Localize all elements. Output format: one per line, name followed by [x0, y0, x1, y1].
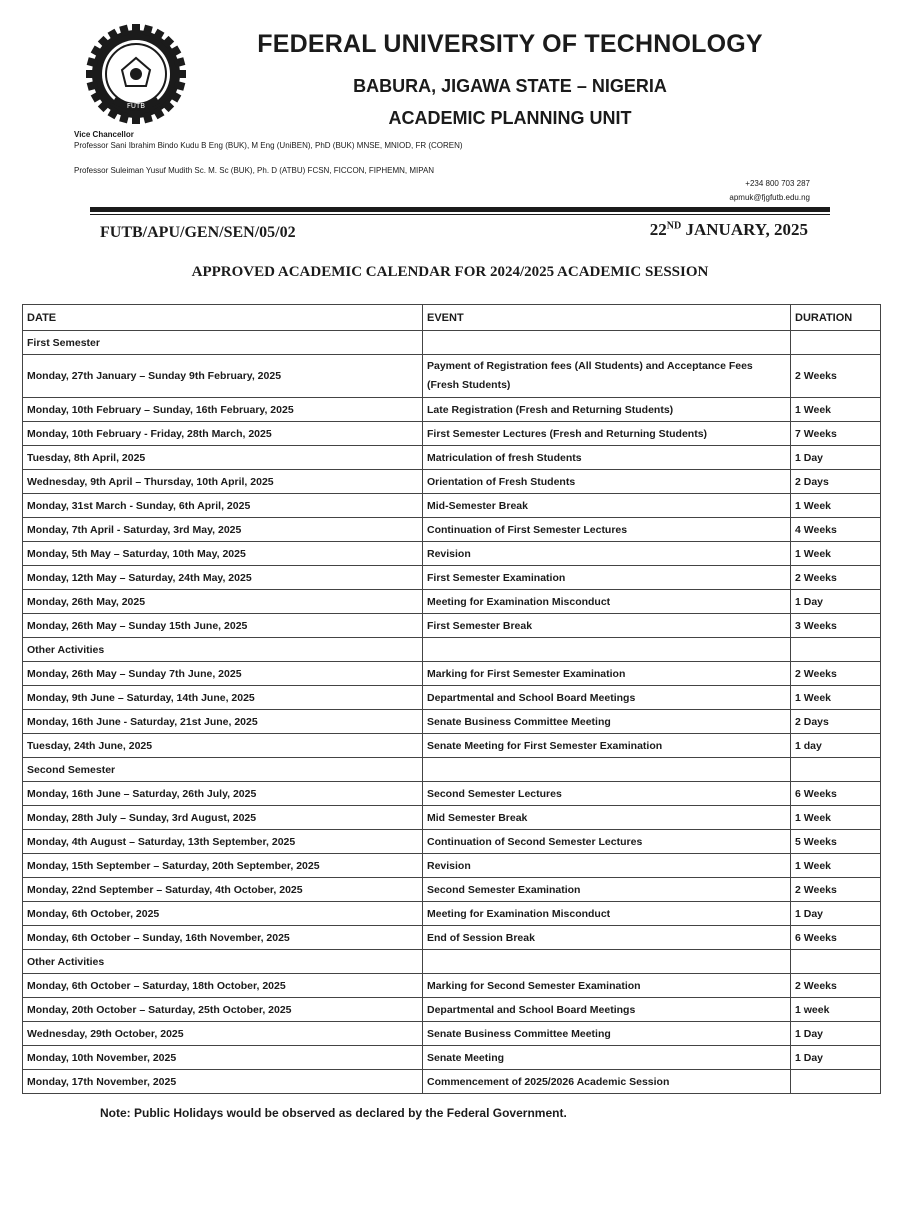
- table-row: [23, 446, 881, 470]
- cell-duration: 2 Days: [791, 710, 881, 734]
- empty-cell: [791, 331, 881, 355]
- letterhead-rule: [90, 207, 830, 212]
- empty-cell: [423, 758, 791, 782]
- cell-date: Wednesday, 9th April – Thursday, 10th April, 2025: [23, 470, 423, 494]
- table-row: [23, 1070, 881, 1094]
- cell-event: Continuation of First Semester Lectures: [423, 518, 791, 542]
- cell-event: Mid Semester Break: [423, 806, 791, 830]
- footer-note: Note: Public Holidays would be observed as declared by the Federal Government.: [100, 1106, 567, 1120]
- university-location: BABURA, JIGAWA STATE – NIGERIA: [353, 76, 667, 96]
- cell-duration: 2 Weeks: [791, 878, 881, 902]
- cell-date: Tuesday, 24th June, 2025: [23, 734, 423, 758]
- cell-event: Senate Business Committee Meeting: [423, 710, 791, 734]
- table-row: [23, 1022, 881, 1046]
- cell-duration: 2 Weeks: [791, 566, 881, 590]
- cell-duration: 2 Days: [791, 470, 881, 494]
- table-row: [23, 662, 881, 686]
- section-row: [23, 331, 881, 355]
- cell-event: Second Semester Examination: [423, 878, 791, 902]
- cell-date: Monday, 6th October – Saturday, 18th October, 2025: [23, 974, 423, 998]
- cell-duration: 1 Week: [791, 494, 881, 518]
- table-row: [23, 830, 881, 854]
- table-row: [23, 566, 881, 590]
- calendar-table: [22, 304, 881, 1094]
- cell-date: Monday, 6th October – Sunday, 16th November, 2025: [23, 926, 423, 950]
- table-row: [23, 926, 881, 950]
- cell-event: Marking for First Semester Examination: [423, 662, 791, 686]
- cell-duration: 1 Week: [791, 686, 881, 710]
- cell-date: Monday, 20th October – Saturday, 25th October, 2025: [23, 998, 423, 1022]
- cell-duration: 1 week: [791, 998, 881, 1022]
- cell-event: Meeting for Examination Misconduct: [423, 590, 791, 614]
- cell-event: Marking for Second Semester Examination: [423, 974, 791, 998]
- cell-date: Monday, 16th June – Saturday, 26th July, 2025: [23, 782, 423, 806]
- vice-chancellor-label: Vice Chancellor: [74, 130, 134, 139]
- table-row: [23, 878, 881, 902]
- table-row: [23, 734, 881, 758]
- header-duration: DURATION: [791, 305, 881, 331]
- table-row: [23, 854, 881, 878]
- cell-event: First Semester Lectures (Fresh and Returning Students): [423, 422, 791, 446]
- cell-event: Orientation of Fresh Students: [423, 470, 791, 494]
- table-row: [23, 470, 881, 494]
- table-row: [23, 806, 881, 830]
- cell-date: Monday, 10th November, 2025: [23, 1046, 423, 1070]
- cell-date: Monday, 26th May – Sunday 15th June, 2025: [23, 614, 423, 638]
- cell-event: Mid-Semester Break: [423, 494, 791, 518]
- cell-event: First Semester Examination: [423, 566, 791, 590]
- document-title: APPROVED ACADEMIC CALENDAR FOR 2024/2025 ACADEMIC SESSION: [191, 264, 709, 280]
- cell-date: Monday, 26th May – Sunday 7th June, 2025: [23, 662, 423, 686]
- section-row: [23, 638, 881, 662]
- cell-date: Wednesday, 29th October, 2025: [23, 1022, 423, 1046]
- cell-date: Monday, 6th October, 2025: [23, 902, 423, 926]
- contact-block: [729, 177, 810, 205]
- cell-event: Senate Meeting: [423, 1046, 791, 1070]
- section-label: Second Semester: [23, 758, 423, 782]
- cell-duration: 1 Week: [791, 398, 881, 422]
- cell-duration: 1 Day: [791, 1046, 881, 1070]
- reference-number: FUTB/APU/GEN/SEN/05/02: [100, 224, 296, 241]
- cell-date: Monday, 12th May – Saturday, 24th May, 2025: [23, 566, 423, 590]
- cell-event: Continuation of Second Semester Lectures: [423, 830, 791, 854]
- cell-duration: 1 Day: [791, 1022, 881, 1046]
- table-row: [23, 1046, 881, 1070]
- cell-duration: 1 Day: [791, 590, 881, 614]
- table-row: [23, 614, 881, 638]
- letterhead-rule-thin: [90, 214, 830, 215]
- cell-duration: 2 Weeks: [791, 355, 881, 398]
- table-row: [23, 542, 881, 566]
- cell-duration: 2 Weeks: [791, 974, 881, 998]
- table-row: [23, 422, 881, 446]
- phone-number: +234 800 703 287: [745, 179, 810, 188]
- section-label: Other Activities: [23, 950, 423, 974]
- header-date: DATE: [23, 305, 423, 331]
- cell-event: Revision: [423, 854, 791, 878]
- cell-date: Monday, 26th May, 2025: [23, 590, 423, 614]
- cell-event: Senate Business Committee Meeting: [423, 1022, 791, 1046]
- cell-date: Monday, 22nd September – Saturday, 4th October, 2025: [23, 878, 423, 902]
- cell-date: Monday, 9th June – Saturday, 14th June, 2025: [23, 686, 423, 710]
- cell-duration: 1 Day: [791, 446, 881, 470]
- empty-cell: [791, 638, 881, 662]
- table-row: [23, 782, 881, 806]
- table-row: [23, 355, 881, 398]
- cell-duration: 1 Week: [791, 806, 881, 830]
- table-row: [23, 710, 881, 734]
- cell-event: First Semester Break: [423, 614, 791, 638]
- cell-date: Monday, 16th June - Saturday, 21st June, 2025: [23, 710, 423, 734]
- section-row: [23, 758, 881, 782]
- cell-duration: [791, 1070, 881, 1094]
- cell-date: Monday, 31st March - Sunday, 6th April, 2025: [23, 494, 423, 518]
- section-row: [23, 950, 881, 974]
- table-row: [23, 590, 881, 614]
- cell-event: Payment of Registration fees (All Students) and Acceptance Fees (Fresh Students): [423, 355, 791, 398]
- cell-duration: 1 day: [791, 734, 881, 758]
- cell-event: Revision: [423, 542, 791, 566]
- cell-event: Commencement of 2025/2026 Academic Session: [423, 1070, 791, 1094]
- cell-duration: 1 Week: [791, 542, 881, 566]
- cell-event: Meeting for Examination Misconduct: [423, 902, 791, 926]
- table-row: [23, 902, 881, 926]
- empty-cell: [423, 331, 791, 355]
- empty-cell: [791, 950, 881, 974]
- university-seal-icon: [84, 22, 188, 126]
- cell-event: Departmental and School Board Meetings: [423, 998, 791, 1022]
- cell-date: Monday, 15th September – Saturday, 20th September, 2025: [23, 854, 423, 878]
- cell-date: Monday, 17th November, 2025: [23, 1070, 423, 1094]
- empty-cell: [791, 758, 881, 782]
- table-header-row: [23, 305, 881, 331]
- email-address: apmuk@fjgfutb.edu.ng: [729, 193, 810, 202]
- officer-name: Professor Suleiman Yusuf Mudith Sc. M. Sc (BUK), Ph. D (ATBU) FCSN, FICCON, FIPHEMN, MIPAN: [74, 166, 435, 175]
- university-name: FEDERAL UNIVERSITY OF TECHNOLOGY: [257, 30, 763, 58]
- cell-date: Tuesday, 8th April, 2025: [23, 446, 423, 470]
- cell-event: Late Registration (Fresh and Returning Students): [423, 398, 791, 422]
- table-row: [23, 494, 881, 518]
- table-row: [23, 518, 881, 542]
- cell-date: Monday, 4th August – Saturday, 13th September, 2025: [23, 830, 423, 854]
- cell-duration: 1 Day: [791, 902, 881, 926]
- cell-date: Monday, 27th January – Sunday 9th February, 2025: [23, 355, 423, 398]
- cell-duration: 2 Weeks: [791, 662, 881, 686]
- cell-duration: 6 Weeks: [791, 782, 881, 806]
- header-event: EVENT: [423, 305, 791, 331]
- vice-chancellor-name: Professor Sani Ibrahim Bindo Kudu B Eng (BUK), M Eng (UniBEN), PhD (BUK) MNSE, MNIOD, FR (COREN): [74, 141, 463, 150]
- cell-date: Monday, 10th February - Friday, 28th March, 2025: [23, 422, 423, 446]
- cell-event: Second Semester Lectures: [423, 782, 791, 806]
- svg-text:FUTB: FUTB: [126, 102, 146, 110]
- cell-event: Departmental and School Board Meetings: [423, 686, 791, 710]
- unit-name: ACADEMIC PLANNING UNIT: [388, 108, 632, 128]
- cell-date: Monday, 28th July – Sunday, 3rd August, 2025: [23, 806, 423, 830]
- cell-duration: 7 Weeks: [791, 422, 881, 446]
- cell-duration: 3 Weeks: [791, 614, 881, 638]
- cell-event: Matriculation of fresh Students: [423, 446, 791, 470]
- cell-event: End of Session Break: [423, 926, 791, 950]
- cell-date: Monday, 10th February – Sunday, 16th February, 2025: [23, 398, 423, 422]
- document-date: 22ND JANUARY, 2025: [649, 220, 808, 239]
- calendar-body: [23, 331, 881, 1094]
- cell-date: Monday, 7th April - Saturday, 3rd May, 2025: [23, 518, 423, 542]
- table-row: [23, 974, 881, 998]
- section-label: First Semester: [23, 331, 423, 355]
- cell-event: Senate Meeting for First Semester Examination: [423, 734, 791, 758]
- empty-cell: [423, 950, 791, 974]
- table-row: [23, 998, 881, 1022]
- table-row: [23, 398, 881, 422]
- empty-cell: [423, 638, 791, 662]
- cell-duration: 1 Week: [791, 854, 881, 878]
- section-label: Other Activities: [23, 638, 423, 662]
- cell-duration: 6 Weeks: [791, 926, 881, 950]
- table-row: [23, 686, 881, 710]
- cell-date: Monday, 5th May – Saturday, 10th May, 2025: [23, 542, 423, 566]
- cell-duration: 4 Weeks: [791, 518, 881, 542]
- cell-duration: 5 Weeks: [791, 830, 881, 854]
